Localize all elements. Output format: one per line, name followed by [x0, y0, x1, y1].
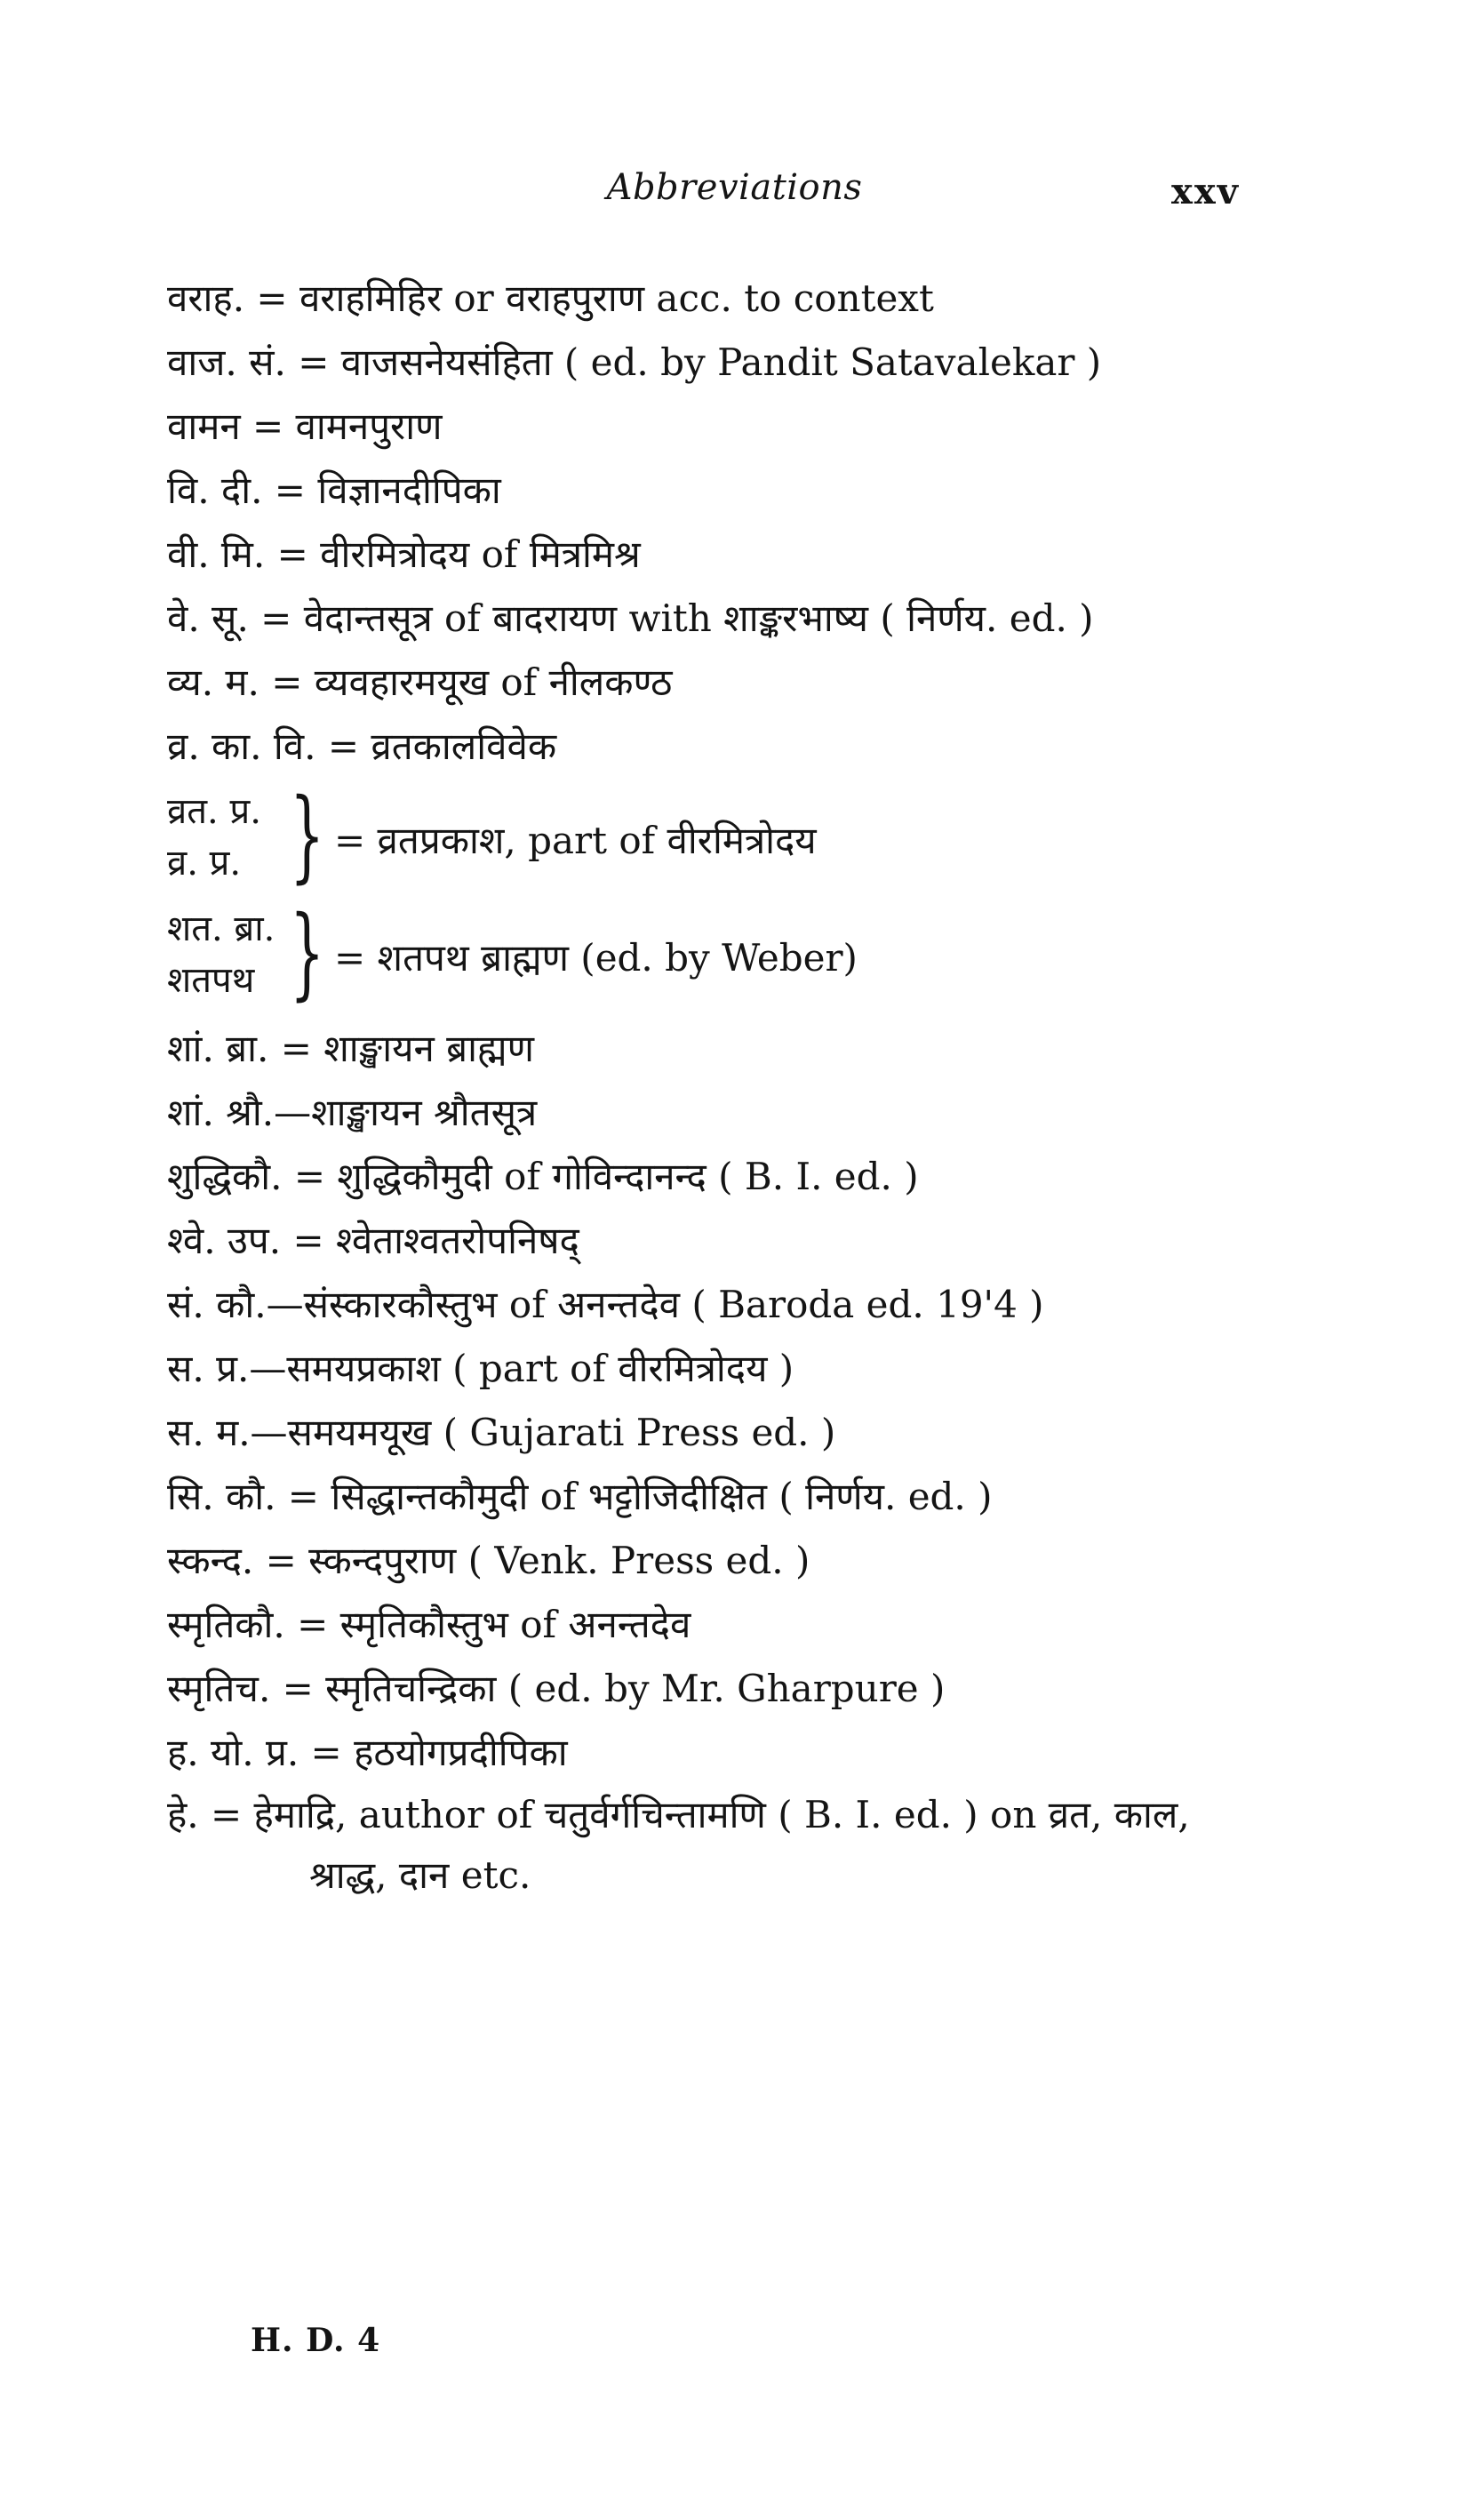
abbreviation-entry-hemadri — [167, 1785, 1287, 1906]
abbreviation-entry: वाज. सं. = वाजसनेयसंहिता ( ed. by Pandit Satavalekar ) — [167, 340, 1102, 384]
abbreviation-entry: स्मृतिकौ. = स्मृतिकौस्तुभ of अनन्तदेव — [167, 1603, 691, 1646]
entry-continuation-line: श्राद्ध, दान etc. — [309, 1853, 531, 1897]
abbreviation-entry: व्र. का. वि. = व्रतकालविवेक — [167, 724, 557, 768]
abbreviation-entry: स्मृतिच. = स्मृतिचन्द्रिका ( ed. by Mr. Gharpure ) — [167, 1667, 946, 1710]
abbreviation-entry: वामन = वामनपुराण — [167, 404, 443, 448]
abbreviation-entry: वराह. = वराहमिहिर or वराहपुराण acc. to context — [167, 276, 934, 320]
abbreviation-list — [167, 267, 1287, 1906]
abbreviation-entry: शुद्धिकौ. = शुद्धिकौमुदी of गोविन्दानन्द ( B. I. ed. ) — [167, 1155, 919, 1198]
right-brace: } — [290, 895, 325, 1011]
abbreviation-entry: श्वे. उप. = श्वेताश्वतरोपनिषद् — [167, 1219, 579, 1262]
abbreviation-group-shatapatha — [167, 895, 1287, 1013]
abbreviation-entry: स्कन्द. = स्कन्दपुराण ( Venk. Press ed. ) — [167, 1539, 810, 1582]
abbreviation-variants — [167, 903, 275, 1006]
right-brace: } — [290, 778, 325, 893]
abbreviation-group-vrataprakasha — [167, 778, 1287, 896]
abbreviation-entry: वे. सू. = वेदान्तसूत्र of बादरायण with शाङ्करभाष्य ( निर्णय. ed. ) — [167, 596, 1094, 640]
abbreviation-entry: स. म.—समयमयूख ( Gujarati Press ed. ) — [167, 1411, 836, 1454]
abbreviation-entry: सि. कौ. = सिद्धान्तकौमुदी of भट्टोजिदीक्षित ( निर्णय. ed. ) — [167, 1475, 993, 1518]
page-number: xxv — [1171, 171, 1240, 212]
abbreviation-variant: शतपथ — [167, 960, 255, 1001]
abbreviation-entry: स. प्र.—समयप्रकाश ( part of वीरमित्रोदय ) — [167, 1347, 794, 1390]
abbreviation-entry: व्य. म. = व्यवहारमयूख of नीलकण्ठ — [167, 660, 673, 704]
abbreviation-entry: शां. श्रौ.—शाङ्खायन श्रौतसूत्र — [167, 1091, 538, 1134]
abbreviation-entry: सं. कौ.—संस्कारकौस्तुभ of अनन्तदेव ( Baroda ed. 19'4 ) — [167, 1283, 1044, 1326]
abbreviation-definition: = शतपथ ब्राह्मण (ed. by Weber) — [334, 936, 858, 980]
entry-line: हे. = हेमाद्रि, author of चतुर्वर्गचिन्तामणि ( B. I. ed. ) on व्रत, काल, — [167, 1793, 1190, 1836]
abbreviation-definition: = व्रतप्रकाश, part of वीरमित्रोदय — [334, 819, 817, 862]
abbreviation-entry: शां. ब्रा. = शाङ्खायन ब्राह्मण — [167, 1027, 535, 1070]
signature-mark: H. D. 4 — [251, 2322, 381, 2359]
abbreviation-entry: वी. मि. = वीरमित्रोदय of मित्रमिश्र — [167, 532, 641, 576]
running-title: Abbreviations — [606, 167, 863, 208]
abbreviation-variant: व्रत. प्र. — [167, 791, 261, 832]
abbreviation-variant: व्र. प्र. — [167, 843, 242, 884]
abbreviation-entry: ह. यो. प्र. = हठयोगप्रदीपिका — [167, 1731, 568, 1774]
abbreviation-entry: वि. दी. = विज्ञानदीपिका — [167, 468, 501, 512]
abbreviation-variant: शत. ब्रा. — [167, 908, 275, 949]
abbreviation-variants — [167, 786, 261, 889]
